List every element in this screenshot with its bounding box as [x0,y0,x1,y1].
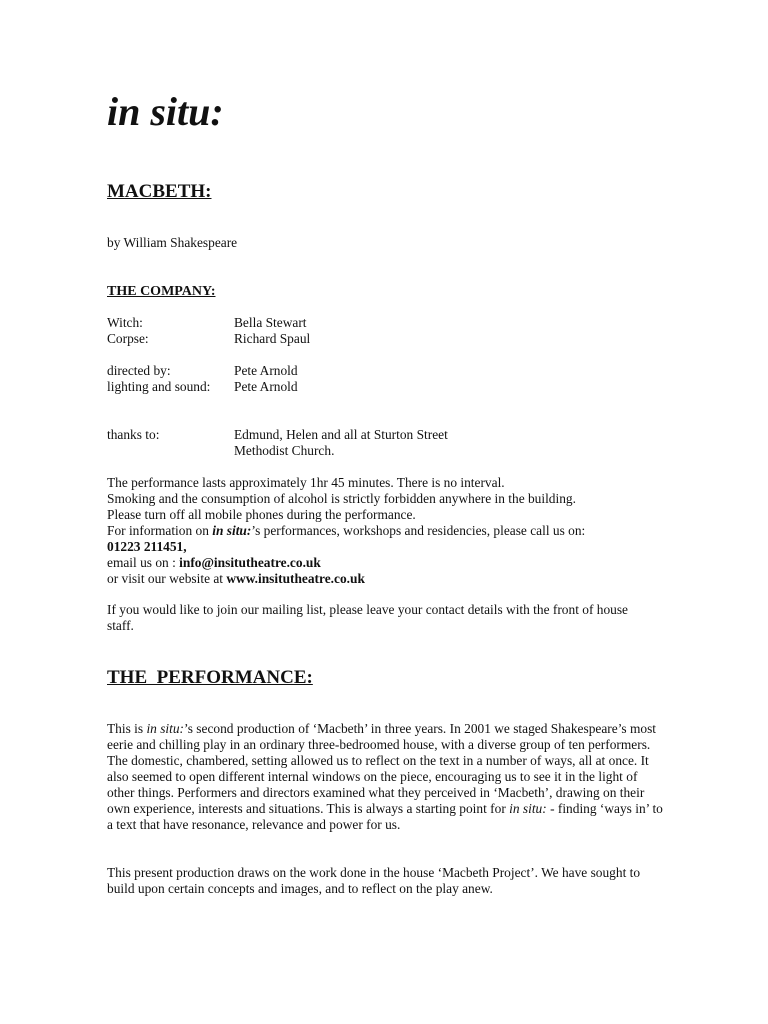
credit-role: thanks to: [107,427,160,442]
performance-paragraph-1 [107,721,667,833]
text-span: - finding ‘ways in’ to a text that have resonance, relevance and power for us. [107,801,663,832]
credit-name: Pete Arnold [234,379,298,394]
play-title: MACBETH: [107,181,212,202]
phone-line [107,539,687,555]
performance-paragraph-2: This present production draws on the work done in the house ‘Macbeth Project’. We have sought to build upon certain concepts and images, and to reflect on the play anew. [107,865,641,896]
credit-row-witch [107,315,634,331]
credit-role: directed by: [107,363,171,378]
credit-row-director [107,363,634,379]
credit-name: Bella Stewart [234,315,307,330]
call-suffix: ’s performances, workshops and residencies, please call us on: [251,523,586,538]
company-heading: THE COMPANY: [107,284,216,299]
phones-note: Please turn off all mobile phones during the performance. [107,507,416,522]
credit-row-corpse [107,331,634,347]
company-name-inline: in situ: [146,721,185,736]
company-name-inline: in situ: [509,801,547,816]
credit-name [234,427,634,459]
info-block [107,475,687,587]
call-prefix: For information on [107,523,213,538]
credit-role: lighting and sound: [107,379,211,394]
credit-role: Corpse: [107,331,149,346]
performance-heading: THE PERFORMANCE: [107,667,313,688]
phone-number: 01223 211451, [107,539,187,554]
credit-name: Richard Spaul [234,331,311,346]
company-logo-title: in situ: [107,89,224,134]
smoking-note: Smoking and the consumption of alcohol is strictly forbidden anywhere in the building. [107,491,576,506]
mailing-list-note: If you would like to join our mailing list, please leave your contact details with the front of house staff. [107,602,628,633]
email-address: info@insitutheatre.co.uk [179,555,321,570]
email-line [107,555,687,571]
thanks-line: Methodist Church. [234,443,335,458]
credit-name: Pete Arnold [234,363,298,378]
text-span: This is [107,721,147,736]
company-name-inline: in situ: [212,523,252,538]
duration-note: The performance lasts approximately 1hr 45 minutes. There is no interval. [107,475,505,490]
website-prefix: or visit our website at [107,571,227,586]
thanks-line: Edmund, Helen and all at Sturton Street [234,427,448,442]
credit-role: Witch: [107,315,143,330]
website-line [107,571,687,587]
website-url: www.insitutheatre.co.uk [226,571,365,586]
credit-row-thanks [107,427,634,459]
text-span: ’s second production of ‘Macbeth’ in three years. In 2001 we staged Shakespeare’s most eerie and chilling play in an ordinary three-bedroomed house, with a diverse group of ten performers. The domestic, chambered, setting allowed us to reflect on the text in a number of ways, all at once. It also seemed to open different internal windows on the piece, encouraging us to see it in the light of other things. Performers and directors examined what they perceived in ‘Macbeth’, drawing on their own experience, interests and situations. This is always a starting point for [107,721,657,816]
playwright-byline: by William Shakespeare [107,235,238,250]
credit-row-lighting [107,379,634,395]
email-prefix: email us on : [107,555,180,570]
call-line [107,523,687,539]
